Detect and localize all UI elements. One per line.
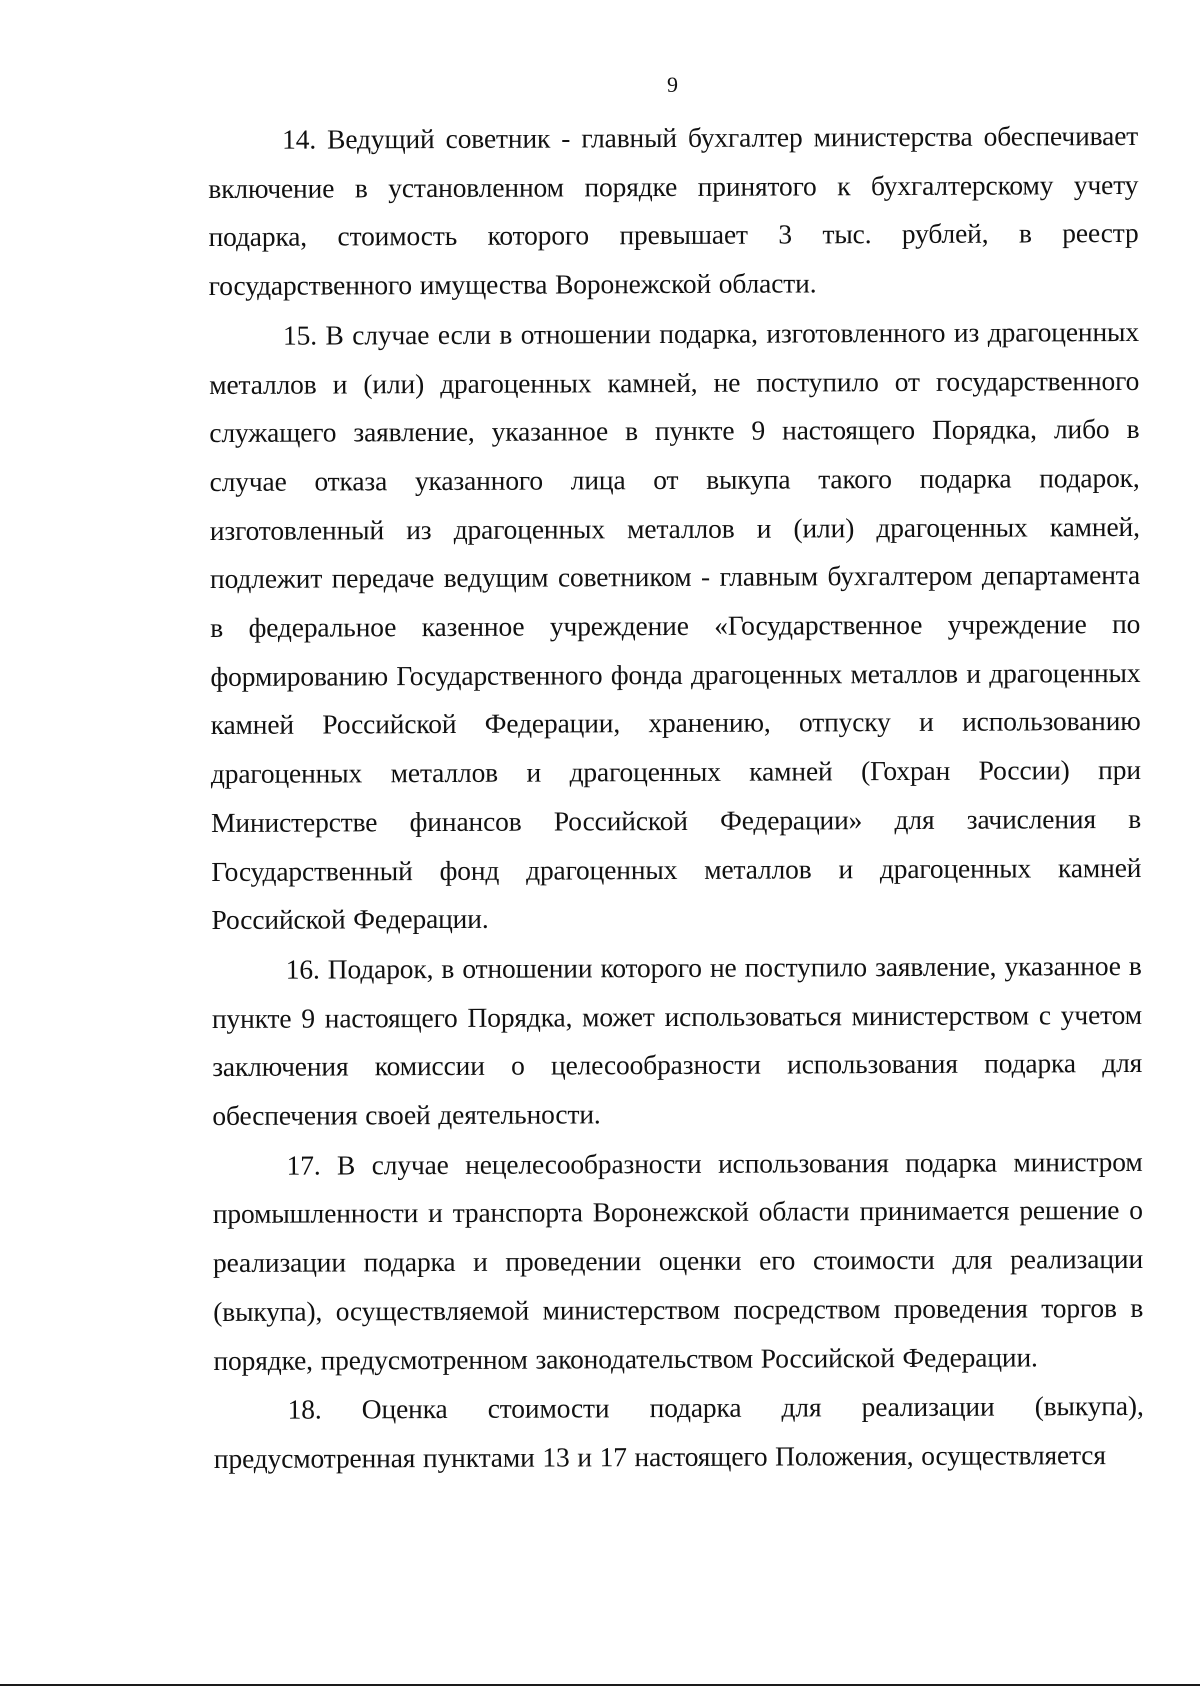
paragraph-18: [214, 1382, 1144, 1483]
scan-edge-line: [0, 1684, 1200, 1686]
paragraph-16: [212, 942, 1143, 1141]
paragraph-14: [208, 112, 1139, 311]
paragraph-number: 17.: [286, 1149, 321, 1181]
paragraph-15: [209, 308, 1142, 945]
paragraph-text: Ведущий советник - главный бухгалтер министерства обеспечивает включение в установленном порядке принятого к бухгалтерскому учету подарка, стоимость которого превышает 3 тыс. рублей, в реестр государственного имущества Воронежской области.: [208, 119, 1139, 302]
paragraph-text: Подарок, в отношении которого не поступило заявление, указанное в пункте 9 настоящего Порядка, может использоваться министерством с учетом заключения комиссии о целесообразности использования подарка для обеспечения своей деятельности.: [211, 949, 1143, 1132]
paragraph-number: 16.: [285, 953, 320, 985]
paragraph-number: 18.: [287, 1393, 322, 1425]
paragraph-17: [212, 1138, 1143, 1386]
paragraph-text: В случае нецелесообразности использования подарка министром промышленности и транспорта Воронежской области принимается решение о реализации подарка и проведении оценки его стоимости для реализации (выкупа), осуществляемой министерством посредством проведения торгов в порядке, предусмотренном законодательством Российской Федерации.: [212, 1145, 1144, 1376]
paragraph-number: 15.: [282, 319, 317, 351]
paragraph-text: В случае если в отношении подарка, изготовленного из драгоценных металлов и (или) драгоценных камней, не поступило от государственного служащего заявление, указанное в пункте 9 настоящего Порядка, либо в случае отказа указанного лица от выкупа такого подарка подарок, изготовленный из драгоценных металлов и (или) драгоценных камней, подлежит передаче ведущим советником - главным бухгалтером департамента в федеральное казенное учреждение «Государственное учреждение по формированию Государственного фонда драгоценных металлов и драгоценных камней Российской Федерации, хранению, отпуску и использованию драгоценных металлов и драгоценных камней (Гохран России) при Министерстве финансов Российской Федерации» для зачисления в Государственный фонд драгоценных металлов и драгоценных камней Российской Федерации.: [209, 315, 1142, 936]
paragraph-number: 14.: [282, 123, 317, 155]
document-body: [208, 112, 1144, 1485]
page-number: 9: [667, 72, 678, 97]
paragraph-text: Оценка стоимости подарка для реализации (выкупа), предусмотренная пунктами 13 и 17 настоящего Положения, осуществляется: [213, 1390, 1144, 1474]
